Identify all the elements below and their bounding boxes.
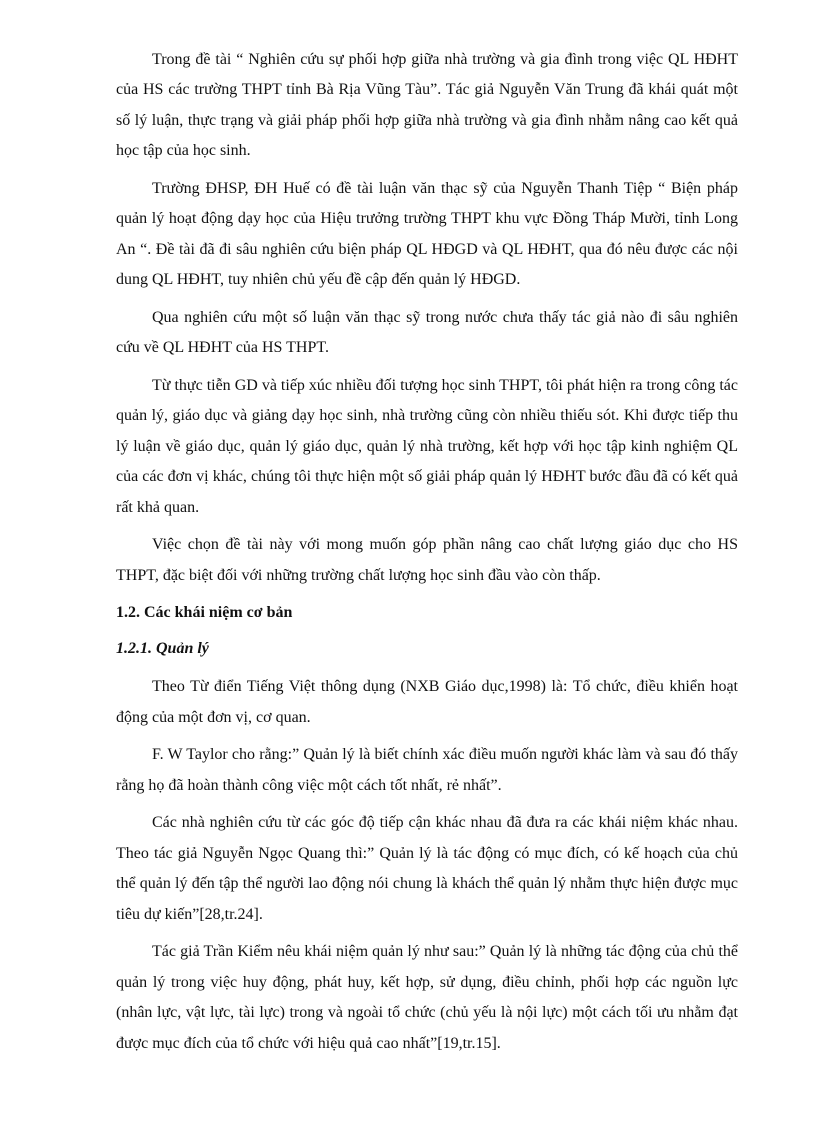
paragraph-text: F. W Taylor cho rằng:” Quản lý là biết chính xác điều muốn người khác làm và sau đó thấy rằng họ đã hoàn thành công việc một cách tốt nhất, rẻ nhất”. [116,746,738,794]
paragraph-intro-3 [116,303,738,364]
paragraph-intro-1 [116,14,738,167]
paragraph-intro-2 [116,174,738,296]
paragraph-text: Từ thực tiễn GD và tiếp xúc nhiều đối tượng học sinh THPT, tôi phát hiện ra trong công tác quản lý, giáo dục và giảng dạy học sinh, nhà trường cũng còn nhiều thiếu sót. Khi được tiếp thu lý luận về giáo dục, quản lý giáo dục, quản lý nhà trường, kết hợp với học tập kinh nghiệm QL của các đơn vị khác, chúng tôi thực hiện một số giải pháp quản lý HĐHT bước đầu đã có kết quả rất khả quan. [116,376,738,516]
paragraph-text: Việc chọn đề tài này với mong muốn góp phần nâng cao chất lượng giáo dục cho HS THPT, đặc biệt đối với những trường chất lượng học sinh đầu vào còn thấp. [116,536,738,584]
paragraph-body-1 [116,672,738,733]
section-heading: 1.2. Các khái niệm cơ bản [116,604,293,621]
subsection-heading: 1.2.1. Quản lý [116,640,209,657]
paragraph-text: Trường ĐHSP, ĐH Huế có đề tài luận văn thạc sỹ của Nguyễn Thanh Tiệp “ Biện pháp quản lý hoạt động dạy học của Hiệu trưởng trường THPT khu vực Đồng Tháp Mười, tỉnh Long An “. Đề tài đã đi sâu nghiên cứu biện pháp QL HĐGD và QL HĐHT, qua đó nêu được các nội dung QL HĐHT, tuy nhiên chủ yếu đề cập đến quản lý HĐGD. [116,179,738,288]
paragraph-text: Theo Từ điển Tiếng Việt thông dụng (NXB Giáo dục,1998) là: Tổ chức, điều khiển hoạt động của một đơn vị, cơ quan. [116,678,738,726]
paragraph-text: Tác giả Trần Kiểm nêu khái niệm quản lý như sau:” Quản lý là những tác động của chủ thể quản lý trong việc huy động, phát huy, kết hợp, sử dụng, điều chỉnh, phối hợp các nguồn lực (nhân lực, vật lực, tài lực) trong và ngoài tổ chức (chủ yếu là nội lực) một cách tối ưu nhằm đạt được mục đích của tổ chức với hiệu quả cao nhất”[19,tr.15]. [116,943,738,1052]
paragraph-body-4 [116,937,738,1059]
paragraph-intro-4 [116,371,738,524]
paragraph-body-3 [116,808,738,930]
paragraph-text: Trong đề tài “ Nghiên cứu sự phối hợp giữa nhà trường và gia đình trong việc QL HĐHT của HS các trường THPT tỉnh Bà Rịa Vũng Tàu”. Tác giả Nguyễn Văn Trung đã khái quát một số lý luận, thực trạng và giải pháp phối hợp giữa nhà trường và gia đình nhằm nâng cao kết quả học tập của học sinh. [116,50,738,159]
paragraph-intro-5 [116,530,738,591]
paragraph-text: Qua nghiên cứu một số luận văn thạc sỹ trong nước chưa thấy tác giả nào đi sâu nghiên cứu về QL HĐHT của HS THPT. [116,308,738,356]
paragraph-body-2 [116,740,738,801]
document-page [116,14,738,1066]
paragraph-text: Các nhà nghiên cứu từ các góc độ tiếp cận khác nhau đã đưa ra các khái niệm khác nhau. Theo tác giả Nguyễn Ngọc Quang thì:” Quản lý là tác động có mục đích, có kế hoạch của chủ thể quản lý đến tập thể người lao động nói chung là khách thể quản lý nhằm thực hiện được mục tiêu dự kiến”[28,tr.24]. [116,814,738,923]
